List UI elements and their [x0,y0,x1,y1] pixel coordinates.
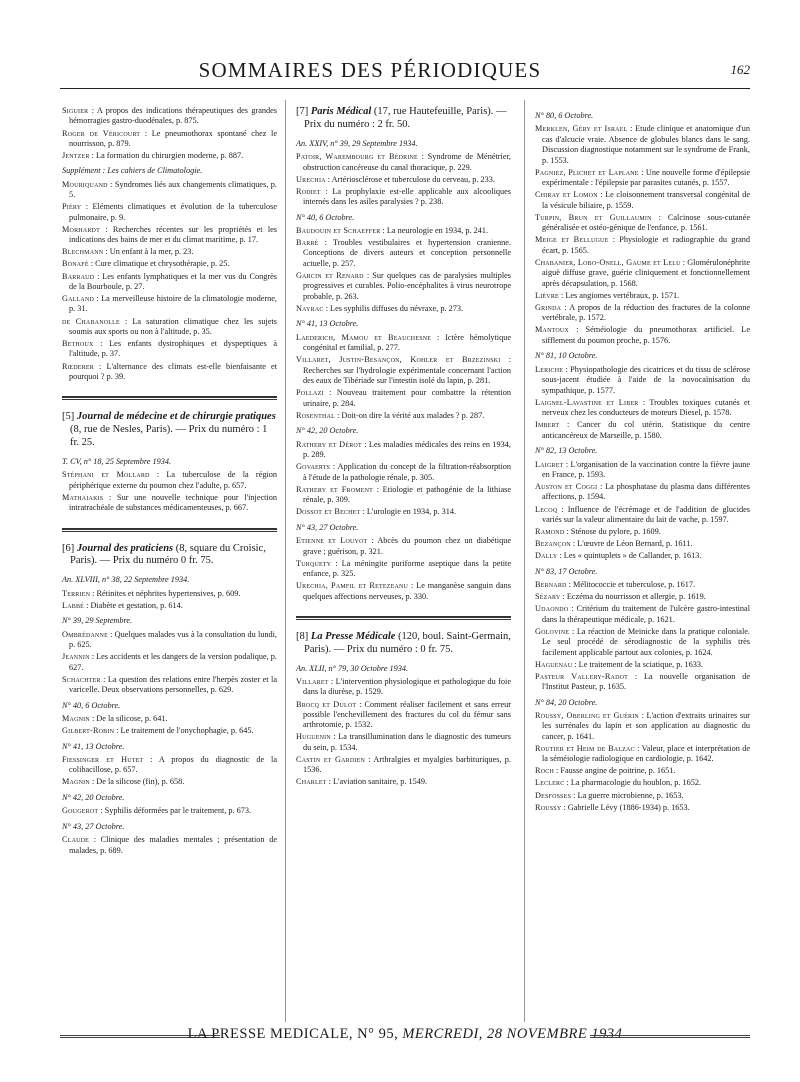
article-entry [62,202,277,223]
article-authors: Auston et Coggi [535,482,598,492]
article-authors: Patoir, Warembourg et Bédrine [296,152,418,162]
page-footer [60,1024,750,1050]
article-authors: Roussy, Oberling et Guérin [535,710,639,720]
article-title: : Recherches sur l'hydrologie expérimentale concernant l'action des eaux de Tibériade sur l'intestin isolé du lapin, p. 281. [303,355,511,386]
article-title: : Artériosclérose et tuberculose du cerveau, p. 233. [325,174,495,184]
issue-heading: N° 81, 10 Octobre. [535,351,598,361]
article-entry [535,539,750,549]
article-entry [535,420,750,441]
article-entry [535,291,750,301]
article-title: : La pharmacologie du houblon, p. 1652. [564,778,702,788]
article-authors: Claude [62,835,90,845]
article-entry [535,235,750,256]
article-authors: Desfosses [535,790,572,800]
column-1 [62,106,277,858]
column-2 [296,106,511,790]
article-entry [535,124,750,166]
article-authors: Jeannin [62,652,90,662]
article-title: : Sur quelques cas de paralysies multiples progressives et curables. Polio-encéphalites à virus neurotrope probable, p. 263. [303,270,511,301]
article-entry [535,505,750,526]
article-authors: Pagniez, Plichet et Laplane [535,167,639,177]
article-title: : Cancer du col utérin. Statistique du centre anticancéreux de Marseille, p. 1580. [542,420,750,440]
article-entry [296,333,511,354]
article-authors: Schachter [62,674,101,684]
article-title: : Application du concept de la filtration-réabsorption à l'étude de la pathologie rénale, p. 305. [303,462,511,482]
article-entry [296,304,511,314]
issue-heading: N° 43, 27 Octobre. [62,821,125,831]
article-title: : L'œuvre de Léon Bernard, p. 1611. [570,539,693,549]
article-entry [62,362,277,383]
article-authors: Govaerts [296,462,331,472]
article-title: : A propos de la réduction des fractures de la colonne vertébrale, p. 1572. [542,302,750,323]
article-entry [62,294,277,315]
article-entry [535,604,750,625]
journal-heading [296,106,511,132]
article-authors: Morhardt [62,224,100,234]
article-authors: Urechia, Pamfil et Retezeanu [296,581,409,591]
article-title: : La question des relations entre l'herpès zoster et la varicelle. Deux observations personnelles, p. 629. [69,674,277,695]
article-entry [535,168,750,189]
article-entry [296,777,511,787]
article-title: : La tuberculose de la région périphérique externe du poumon chez l'adulte, p. 657. [69,470,277,490]
journal-number: [6] [62,542,77,554]
article-title: : La neurologie en 1934, p. 241. [380,225,489,235]
article-entry [296,732,511,753]
article-entry [296,238,511,269]
article-title: : De la silicose (fin), p. 658. [89,777,185,787]
article-entry [62,675,277,696]
article-title: : Gabrielle Lévy (1886-1934) p. 1653. [561,802,690,812]
article-authors: Rathery et Froment [296,484,374,494]
article-entry [62,777,277,787]
article-entry [62,589,277,599]
article-entry [296,559,511,580]
article-title: : Influence de l'écrémage et de l'addition de glucides variés sur la valeur alimentaire du lait de vache, p. 1597. [542,504,750,524]
article-title: : A propos des indications thérapeutiques des grandes hémorragies gastro-duodénales, p. 875. [69,106,277,126]
article-entry [62,247,277,257]
article-title: : Recherches récentes sur les propriétés et les indications des bains de mer et du climat maritime, p. 17. [69,224,277,245]
article-authors: Roussy [535,802,562,812]
article-authors: Urechia [296,174,326,184]
issue-heading: N° 82, 13 Octobre. [535,446,598,456]
article-title: : Physiologie et radiographie du grand écart, p. 1565. [542,235,750,255]
journal-section-inner [62,531,277,569]
article-title: : Arthralgies et myalgies barbituriques, p. 1536. [303,754,511,775]
article-authors: Laederich, Mamou et Beauchesne [296,332,432,342]
page-header [60,52,750,86]
issue-heading: An. XLVIII, n° 38, 22 Septembre 1934. [62,575,190,585]
article-authors: Barré [296,238,319,247]
article-entry [535,766,750,776]
article-entry [535,551,750,561]
article-entry [535,711,750,742]
article-title: : L'aviation sanitaire, p. 1549. [326,777,428,787]
article-title: : La méningite puriforme aseptique dans la petite enfance, p. 325. [303,558,511,579]
article-authors: Udaondo [535,604,569,614]
article-authors: Fiessinger et Hutet [62,754,144,764]
issue-heading: Supplément : Les cahiers de Climatologie. [62,166,203,176]
journal-details: (120, boul. Saint-Germain, Paris). — Prix du numéro : 0 fr. 75. [304,630,511,655]
article-entry [62,755,277,776]
article-entry [535,660,750,670]
article-title: : Abcès du poumon chez un diabétique grave ; guérison, p. 321. [303,536,512,556]
article-authors: Pasteur Vallery-Radot [535,671,629,681]
article-entry [296,152,511,173]
article-authors: Leclerc [535,778,565,788]
article-entry [535,325,750,346]
article-authors: Castin et Gardien [296,754,366,764]
column-separator [524,100,525,1022]
article-authors: Stéphani et Mollard [62,470,150,480]
article-authors: Charlet [296,777,327,787]
article-title: : Les enfants lymphatiques et la mer vus du Congrès de la Bourboule, p. 27. [69,271,277,291]
article-title: : Quelques malades vus à la consultation du lundi, p. 625. [69,629,277,650]
article-entry [535,592,750,602]
article-title: : Ictère hémolytique congénital et familial, p. 277. [303,332,511,353]
article-title: : Etude clinique et anatomique d'un cas d'alcucie vraie. Absence de globules blancs dans le sang. Discussion diagnostique notamment sur le syndrome de Frank, p. 1553. [542,124,750,165]
article-entry [535,627,750,658]
article-title: : Cure climatique et chrysothérapie, p. 25. [88,259,230,269]
article-title: : De la silicose, p. 641. [89,714,168,724]
article-entry [296,755,511,776]
article-authors: Roger de Véricourt [62,128,141,138]
journal-details: (8, rue de Nesles, Paris). — Prix du numéro : 1 fr. 25. [70,424,268,448]
article-title: : Syndrome de Ménétrier, obstruction cancéreuse du canal thoracique, p. 229. [303,152,511,172]
journal-name: La Presse Médicale [310,630,396,642]
journal-name: Journal de médecine et de chirurgie pratiques [76,411,276,423]
article-authors: Turpin, Brun et Guillaumin [535,212,652,222]
article-authors: Nayrac [296,303,324,313]
article-entry [62,317,277,338]
article-title: : L'organisation de la vaccination contre la fièvre jaune en France, p. 1593. [542,459,750,479]
article-entry [535,482,750,503]
article-entry [535,778,750,788]
article-title: : L'urologie en 1934, p. 314. [360,507,457,517]
article-title: : La merveilleuse histoire de la climatologie moderne, p. 31. [69,294,277,314]
article-entry [62,259,277,269]
article-entry [62,129,277,150]
article-title: : Diabète et gestation, p. 614. [84,600,183,610]
article-authors: Etienne et Louyot [296,536,368,546]
journal-details: (8, square du Croisic, Paris). — Prix du numéro 0 fr. 75. [70,542,266,567]
article-title: : Syndromes liés aux changements climatiques, p. 5. [69,179,277,200]
article-authors: Gilbert-Robin [62,726,115,736]
article-entry [535,460,750,481]
article-title: : Un enfant à la mer, p. 23. [103,247,194,257]
article-title: : L'intervention physiologique et pathologique du foie dans la diurèse, p. 1529. [303,677,511,697]
article-authors: Mathaiakis [62,492,104,502]
article-authors: Routier et Heim de Balzac [535,743,635,753]
article-authors: Lièvre [535,290,559,300]
article-title: : Etiologie et pathogénie de la lithiase rénale, p. 309. [303,484,511,505]
article-title: : Glomérulonéphrite aiguë diffuse grave, guérie cliniquement et fonctionnellement après décapsulation, p. 1568. [542,257,750,288]
article-title: : Eczéma du nourrisson et allergie, p. 1619. [560,592,706,602]
article-authors: Piéry [62,202,82,212]
issue-heading: N° 41, 13 Octobre. [296,319,359,329]
article-authors: Haguenau [535,659,573,669]
article-entry [535,527,750,537]
article-title: : Les angiomes vertébraux, p. 1571. [558,290,680,300]
article-entry [535,365,750,396]
article-title: : Physiopathologie des cicatrices et du tissu de sclérose sous-jacent étudiée à l'aide de la novocaïnisation du sympathique, p. 1577. [542,364,750,395]
article-entry [535,672,750,693]
article-entry [296,355,511,386]
article-authors: Huguenin [296,732,331,742]
article-entry [535,190,750,211]
article-authors: Magnin [62,777,90,787]
article-title: : Les maladies médicales des reins en 1934, p. 289. [303,439,511,460]
article-title: : Les syphilis diffuses du névraxe, p. 273. [323,303,464,313]
article-title: : Syphilis déformées par le traitement, p. 673. [98,806,252,816]
article-title: : La saturation climatique chez les sujets soumis aux sports ou non à l'altitude, p. 35. [69,316,277,336]
issue-heading: N° 84, 20 Octobre. [535,697,598,707]
footer-date: MERCREDI, 28 NOVEMBRE 1934 [402,1026,623,1042]
article-authors: Baudouin et Schaeffer [296,225,381,235]
journal-section [62,396,277,449]
issue-heading: N° 40, 6 Octobre. [62,700,121,710]
article-authors: Imbert [535,420,560,430]
article-title: : Les accidents et les dangers de la version podalique, p. 627. [69,652,277,672]
article-title: : Fausse angine de poitrine, p. 1651. [553,766,676,776]
issue-heading: N° 42, 20 Octobre. [62,792,125,802]
article-title: : Calcinose sous-cutanée généralisée et ostéo-génique de l'enfance, p. 1561. [542,212,750,233]
article-authors: Grinda [535,302,562,312]
footer-journal: LA PRESSE MEDICALE, N° 95, [187,1026,403,1042]
article-title: : Rétinites et néphrites hypertensives, p. 609. [90,588,241,598]
article-entry [62,493,277,514]
article-title: : La réaction de Meinicke dans la pratique coloniale. Le seul procédé de sérodiagnostic de la syphilis très facilement applicable partout aux colonies, p. 1624. [542,626,750,657]
article-authors: Rœderer [62,361,94,371]
article-authors: Dally [535,551,558,561]
article-title: : Une nouvelle forme d'épilepsie expérimentale : l'épilepsie par parasites cutanés, p. 1557. [542,167,750,188]
article-authors: Labbé [62,600,85,610]
article-entry [62,806,277,816]
journal-number: [7] [296,106,311,117]
article-entry [62,106,277,127]
article-authors: Gougerot [62,806,99,816]
article-entry [62,601,277,611]
article-entry [535,398,750,419]
article-authors: Turquety [296,558,332,568]
article-title: : La formation du chirurgien moderne, p. 887. [89,151,244,160]
article-title: : Sténose du pylore, p. 1609. [564,527,661,537]
article-entry [296,700,511,731]
article-title: : Nouveau traitement pour combattre la rétention urinaire, p. 284. [303,388,511,408]
article-authors: Mouriquand [62,179,108,189]
article-entry [62,835,277,856]
article-entry [296,677,511,698]
article-authors: Rathery et Dérot [296,439,362,449]
article-authors: Rodiet [296,186,321,196]
article-entry [62,225,277,246]
article-authors: Terrien [62,588,91,598]
article-entry [62,470,277,491]
page-number: 162 [730,62,750,77]
article-title: : Eléments climatiques et évolution de la tuberculose pulmonaire, p. 9. [69,202,277,222]
journal-section-inner [296,619,511,657]
article-authors: Leriche [535,364,564,374]
article-entry [535,303,750,324]
article-entry [62,726,277,736]
article-entry [62,180,277,201]
article-title: : Clinique des maladies mentales ; présentation de malades, p. 689. [69,835,277,855]
article-authors: Mantoux [535,325,569,335]
article-title: : L'alternance des climats est-elle bienfaisante et pourquoi ? p. 39. [69,361,277,381]
issue-heading: An. XXIV, n° 39, 29 Septembre 1934. [296,138,418,148]
article-authors: Chiray et Lomon [535,190,598,200]
header-rule [60,88,750,89]
column-3 [535,106,750,815]
article-title: : Le traitement de l'onychophagie, p. 645. [114,726,254,736]
article-authors: Merklen, Géry et Israel [535,124,628,134]
article-title: : Doit-on dire la vérité aux malades ? p. 287. [334,410,485,420]
journal-name: Paris Médical [310,106,372,117]
journal-heading [296,631,511,657]
article-authors: Laignel-Lavastine et Liber [535,397,639,407]
issue-heading: N° 83, 17 Octobre. [535,566,598,576]
article-title: : La prophylaxie est-elle applicable aux alcooliques internés dans les asiles paralysies ? p. 238. [303,186,511,207]
article-authors: Laigret [535,459,564,469]
article-title: : Valeur, place et interprétation de la séméiologie radiologique en cardiologie, p. 1642. [542,743,750,764]
journal-section-inner [62,399,277,449]
article-authors: Sézary [535,592,561,602]
article-entry [535,744,750,765]
article-authors: Golovine [535,626,570,636]
article-title: : Critérium du traitement de l'ulcère gastro-intestinal dans la thérapeutique médicale, p. 1621. [542,604,750,624]
article-entry [296,411,511,421]
article-title: : A propos du diagnostic de la colibacillose, p. 657. [69,754,277,775]
journal-section [62,528,277,569]
article-authors: Barraud [62,271,95,281]
article-authors: Blechmann [62,247,104,257]
journal-section [296,616,511,657]
journal-number: [5] [62,411,77,423]
footer-rule-right [590,1035,750,1038]
article-title: : Le manganèse sanguin dans quelques affections nerveuses, p. 330. [303,581,511,601]
article-authors: Bezançon [535,539,571,549]
issue-heading: N° 40, 6 Octobre. [296,212,355,222]
issue-heading: N° 41, 13 Octobre. [62,741,125,751]
article-title: : L'action d'extraits urinaires sur les surrénales du lapin et son application au diagnostic du cancer, p. 1641. [542,710,750,741]
article-authors: Jentzer [62,151,90,160]
article-entry [62,151,277,161]
article-entry [296,440,511,461]
journal-number: [8] [296,630,311,642]
article-entry [296,271,511,302]
article-authors: Villaret [296,677,329,687]
article-title: : La nouvelle organisation de l'Institut Pasteur, p. 1635. [542,671,750,692]
article-title: : Le pneumothorax spontané chez le nourrisson, p. 879. [69,128,277,148]
article-authors: Bernard [535,580,567,590]
article-title: : Sur une nouvelle technique pour l'injection intratrachéale de substances médicamenteuses, p. 667. [69,492,277,513]
article-entry [296,462,511,483]
issue-heading: N° 43, 27 Octobre. [296,522,359,532]
article-authors: Meige et Bellugue [535,235,609,245]
article-title: : Le cloisonnement transversal congénital de la vésicule biliaire, p. 1559. [542,190,750,210]
article-entry [296,485,511,506]
issue-heading: N° 80, 6 Octobre. [535,111,594,120]
article-title: : Troubles vestibulaires et hypertension cranienne. Conceptions de divers auteurs et conception personnelle actuelle, p. 257. [303,238,511,268]
article-authors: Dossot et Bechet [296,507,361,517]
article-authors: Siguier [62,106,89,115]
article-authors: Rosenthal [296,410,335,420]
article-title: : La guerre microbienne, p. 1653. [571,790,684,800]
article-authors: Pollazi [296,388,324,398]
column-separator [285,100,286,1022]
article-entry [62,339,277,360]
issue-heading: An. XLII, n° 79, 30 Octobre 1934. [296,663,409,673]
article-entry [296,581,511,602]
article-title: : La phosphatase du plasma dans différentes affections, p. 1594. [542,482,750,502]
article-entry [296,226,511,236]
article-title: : La transillumination dans le diagnostic des tumeurs du sein, p. 1534. [303,732,511,752]
article-entry [296,507,511,517]
journal-details: (17, rue Hautefeuille, Paris). — Prix du numéro : 2 fr. 50. [304,106,507,130]
article-authors: Lecoq [535,504,558,514]
article-authors: Galland [62,294,95,303]
issue-heading: T. CV, n° 18, 25 Septembre 1934. [62,456,172,466]
article-entry [535,803,750,813]
issue-heading: N° 39, 29 Septembre. [62,616,133,626]
article-authors: Ombrédanne [62,629,108,639]
article-authors: Ramond [535,527,565,537]
article-title: : Le traitement de la sciatique, p. 1633. [572,659,704,669]
article-entry [62,272,277,293]
article-entry [535,258,750,289]
article-entry [296,187,511,208]
article-authors: Brocq et Dulot [296,699,357,709]
article-entry [62,630,277,651]
journal-name: Journal des praticiens [76,542,174,554]
article-authors: Roch [535,766,554,776]
article-authors: Magnin [62,714,90,724]
article-entry [62,652,277,673]
page-title: SOMMAIRES DES PÉRIODIQUES [198,58,542,82]
article-entry [296,175,511,185]
article-authors: de Chabanolle [62,316,120,326]
article-entry [535,791,750,801]
journal-heading [62,411,277,449]
article-title: : Les « quintuplets » de Callander, p. 1613. [557,551,702,561]
article-title: : Mélitococcie et tuberculose, p. 1617. [566,580,696,590]
article-entry [296,536,511,557]
article-entry [62,714,277,724]
article-authors: Villaret, Justin-Besançon, Kohler et Brzezinski [296,355,501,365]
journal-heading [62,543,277,569]
issue-heading: N° 42, 20 Octobre. [296,426,359,436]
article-entry [535,213,750,234]
article-title: : Séméiologie du pneumothorax artificiel. Le sifflement du poumon proche, p. 1576. [542,325,750,345]
article-title: : Les enfants dystrophiques et dyspeptiques à l'altitude, p. 37. [69,339,277,359]
article-title: : Comment réaliser facilement et sans erreur possible l'enchevillement des fractures du col du fémur sans arthrotomie, p. 1532. [303,699,511,730]
article-authors: Bonafé [62,259,89,269]
article-title: : Troubles toxiques cutanés et nerveux chez les conducteurs de moteurs Diesel, p. 1578. [542,397,751,418]
article-authors: Bethoux [62,339,94,348]
article-authors: Chabanier, Lobo-Onell, Gaume et Lelu [535,257,681,267]
article-entry [535,580,750,590]
article-entry [296,388,511,409]
article-authors: Garcin et Renard [296,270,364,280]
